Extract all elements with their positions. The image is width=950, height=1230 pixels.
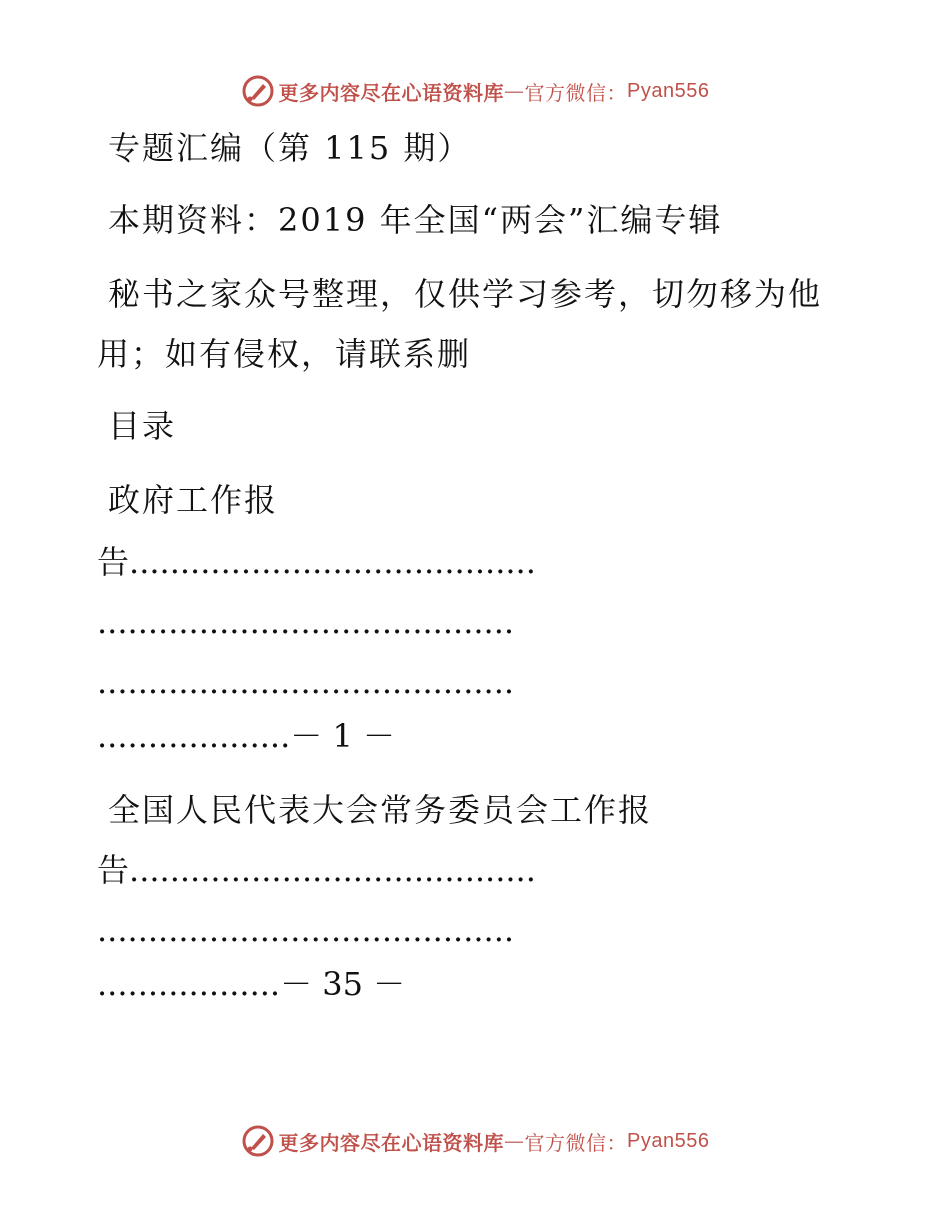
dot-leader: ......................................... [97, 663, 515, 701]
toc-entry-1-title: 政府工作报 [108, 481, 279, 519]
toc-entry-1-leader-row-1 [97, 542, 847, 582]
dot-leader: ........................................ [129, 851, 536, 889]
toc-entry-1-page: － 1 － [290, 717, 395, 755]
watermark-brand: 更多内容尽在心语资料库 [278, 1130, 505, 1155]
watermark-header [0, 74, 950, 108]
watermark-wechat-id: Pyan556 [627, 79, 710, 102]
toc-entry-1-leader-row-3 [97, 662, 847, 702]
watermark-wechat-label: 官方微信： [524, 80, 628, 105]
toc-entry-1-leader-row-4 [97, 716, 847, 756]
dot-leader: ......................................... [97, 911, 515, 949]
toc-entry-2-leader-row-3 [97, 964, 847, 1004]
doc-issue: 本期资料：2019 年全国“两会”汇编专辑 [108, 201, 723, 239]
watermark-brand: 更多内容尽在心语资料库 [278, 80, 505, 105]
toc-entry-2-leader-row-1 [97, 850, 847, 890]
toc-entry-2-lead: 告 [97, 851, 130, 889]
watermark-separator: — [504, 1129, 525, 1153]
watermark-wechat-id: Pyan556 [627, 1129, 710, 1152]
dot-leader: ........................................ [129, 543, 536, 581]
doc-notice-line2: 用；如有侵权，请联系删 [97, 335, 472, 373]
toc-entry-2-page: － 35 － [280, 965, 406, 1003]
dot-leader: ......................................... [97, 603, 515, 641]
toc-heading: 目录 [108, 407, 177, 445]
doc-title: 专题汇编（第 115 期） [108, 129, 472, 167]
dot-leader: .................. [97, 965, 281, 1003]
pen-nib-logo-icon [241, 1124, 275, 1158]
watermark-separator: — [504, 79, 525, 103]
pen-nib-logo-icon [241, 74, 275, 108]
toc-entry-2-leader-row-2 [97, 910, 847, 950]
doc-notice-line1: 秘书之家众号整理，仅供学习参考，切勿移为他 [108, 275, 823, 313]
watermark-footer [0, 1124, 950, 1158]
watermark-wechat-label: 官方微信： [524, 1130, 628, 1155]
dot-leader: ................... [97, 717, 291, 755]
toc-entry-1-lead: 告 [97, 543, 130, 581]
toc-entry-2-title: 全国人民代表大会常务委员会工作报 [108, 791, 653, 829]
toc-entry-1-leader-row-2 [97, 602, 847, 642]
